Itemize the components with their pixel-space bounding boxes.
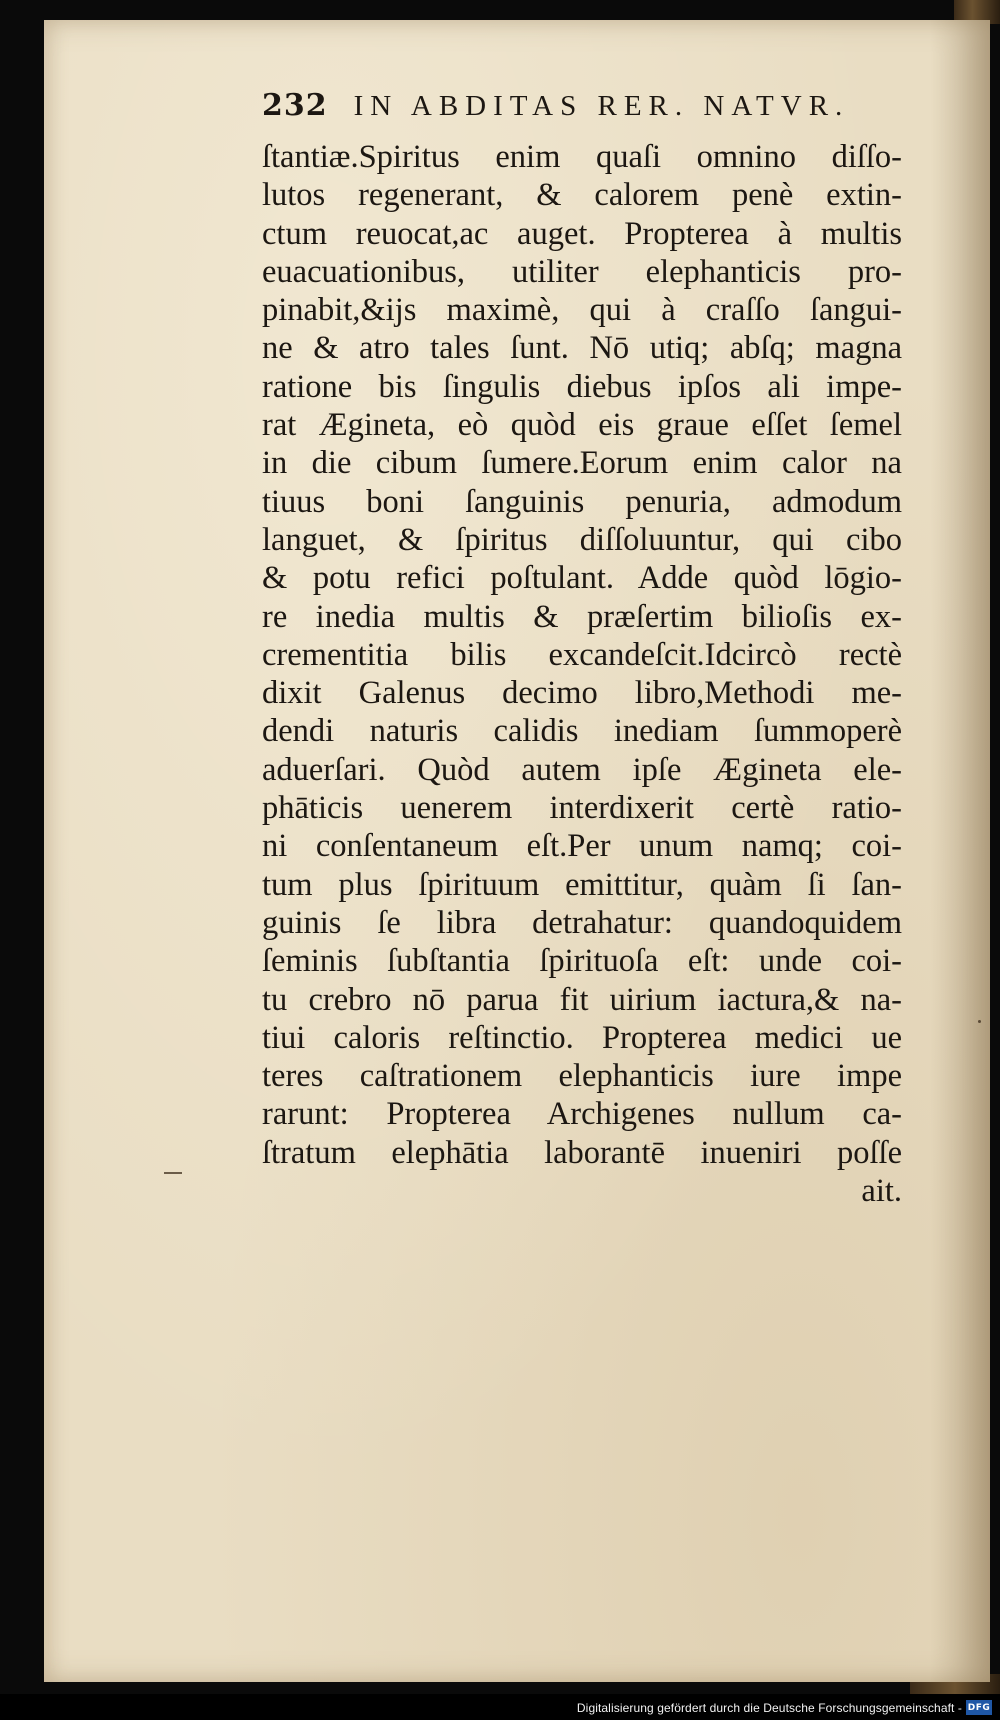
text-line: rarunt: Propterea Archigenes nullum ca- xyxy=(262,1096,902,1133)
dfg-logo-icon: DFG xyxy=(966,1700,992,1715)
body-text xyxy=(262,138,902,1210)
page-number: 232 xyxy=(262,88,328,123)
digitization-footer xyxy=(0,1694,1000,1720)
running-head xyxy=(262,88,882,123)
text-line: teres caſtrationem elephanticis iure impe xyxy=(262,1058,902,1095)
text-line: tiuus boni ſanguinis penuria, admodum xyxy=(262,483,902,520)
text-line: lutos regenerant, & calorem penè extin- xyxy=(262,177,902,214)
text-line: rat Ægineta, eò quòd eis graue eſſet ſemel xyxy=(262,407,902,444)
text-line: dendi naturis calidis inediam ſummoperè xyxy=(262,713,902,750)
running-title: IN ABDITAS RER. NATVR. xyxy=(353,90,850,122)
text-line: guinis ſe libra detrahatur: quandoquidem xyxy=(262,904,902,941)
text-line: languet, & ſpiritus diſſoluuntur, qui cibo xyxy=(262,521,902,558)
text-line: ctum reuocat,ac auget. Propterea à multis xyxy=(262,215,902,252)
text-line: ni conſentaneum eſt.Per unum namq; coi- xyxy=(262,828,902,865)
margin-mark xyxy=(164,1172,182,1174)
text-line: & potu refici poſtulant. Adde quòd lōgio- xyxy=(262,560,902,597)
text-line: ſtratum elephātia laborantē inueniri poſſe xyxy=(262,1134,902,1171)
text-line: tum plus ſpirituum emittitur, quàm ſi ſan- xyxy=(262,866,902,903)
page-gutter-shadow xyxy=(930,20,990,1682)
text-line-final: ait. xyxy=(861,1173,902,1210)
text-line: in die cibum ſumere.Eorum enim calor na xyxy=(262,445,902,482)
text-line: ne & atro tales ſunt. Nō utiq; abſq; magna xyxy=(262,330,902,367)
text-line: ſeminis ſubſtantia ſpirituoſa eſt: unde coi- xyxy=(262,943,902,980)
text-line: tiui caloris reſtinctio. Propterea medici ue xyxy=(262,1019,902,1056)
text-line: re inedia multis & præſertim bilioſis ex- xyxy=(262,598,902,635)
text-line: crementitia bilis excandeſcit.Idcircò rectè xyxy=(262,636,902,673)
text-line: pinabit,&ijs maximè, qui à craſſo ſangui- xyxy=(262,292,902,329)
footer-credit: Digitalisierung gefördert durch die Deutsche Forschungsgemeinschaft - xyxy=(576,1701,962,1715)
text-line: tu crebro nō parua fit uirium iactura,& na- xyxy=(262,981,902,1018)
text-line: aduerſari. Quòd autem ipſe Ægineta ele- xyxy=(262,751,902,788)
paper-speck xyxy=(978,1020,981,1023)
text-line: euacuationibus, utiliter elephanticis pro- xyxy=(262,253,902,290)
text-line: ſtantiæ.Spiritus enim quaſi omnino diſſo- xyxy=(262,139,902,175)
text-line: ratione bis ſingulis diebus ipſos ali impe- xyxy=(262,368,902,405)
text-line: phāticis uenerem interdixerit certè ratio- xyxy=(262,790,902,827)
text-line: dixit Galenus decimo libro,Methodi me- xyxy=(262,675,902,712)
